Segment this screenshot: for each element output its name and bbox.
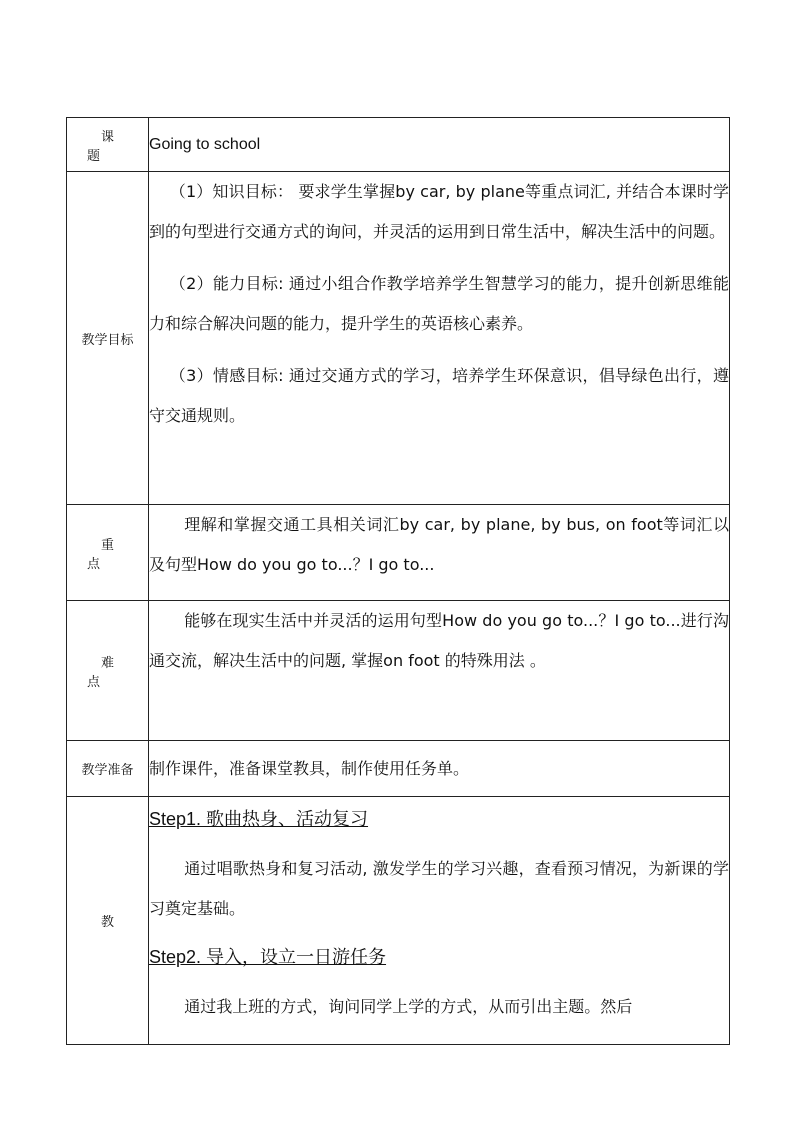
objectives-label: 教学目标: [81, 332, 134, 348]
topic-row: [67, 118, 730, 172]
process-label: 教: [100, 915, 114, 930]
difficulties-label-cell: [67, 601, 149, 741]
keypoints-cell: [149, 505, 730, 601]
preparation-label: 教学准备: [81, 763, 134, 778]
step1-title: Step1. 歌曲热身、活动复习: [149, 809, 369, 829]
step2-title: Step2. 导入，设立一日游任务: [149, 947, 387, 967]
difficulties-cell: [149, 601, 730, 741]
preparation-text: 制作课件，准备课堂教具，制作使用任务单。: [149, 758, 470, 778]
objectives-cell: [149, 172, 730, 505]
keypoints-row: [67, 505, 730, 601]
keypoints-label-cell: [67, 505, 149, 601]
step2-text: 通过我上班的方式，询问同学上学的方式，从而引出主题。然后: [184, 997, 633, 1016]
objective-emotion: （3）情感目标: 通过交通方式的学习，培养学生环保意识，倡导绿色出行，遵守交通规则。: [149, 366, 729, 425]
process-row: [67, 797, 730, 1045]
topic-value-cell: [149, 118, 730, 172]
objectives-row: [67, 172, 730, 505]
lesson-plan-table: [66, 117, 730, 1045]
preparation-cell: [149, 741, 730, 797]
keypoints-text: 理解和掌握交通工具相关词汇by car, by plane, by bus, on foot等词汇以及句型How do you go to...？I go to...: [149, 515, 729, 574]
keypoints-label: 重点: [86, 537, 142, 572]
difficulties-row: [67, 601, 730, 741]
preparation-label-cell: [67, 741, 149, 797]
step1-text: 通过唱歌热身和复习活动, 激发学生的学习兴趣，查看预习情况，为新课的学习奠定基础。: [149, 859, 729, 918]
difficulties-text: 能够在现实生活中并灵活的运用句型How do you go to...？I go to...进行沟通交流，解决生活中的问题, 掌握on foot 的特殊用法 。: [149, 611, 729, 670]
objectives-label-cell: [67, 172, 149, 505]
objective-ability: （2）能力目标: 通过小组合作教学培养学生智慧学习的能力，提升创新思维能力和综合解决问题的能力，提升学生的英语核心素养。: [149, 274, 729, 333]
topic-label-cell: [67, 118, 149, 172]
topic-value: Going to school: [149, 136, 261, 153]
difficulties-label: 难点: [86, 655, 142, 690]
process-label-cell: [67, 797, 149, 1045]
process-cell: [149, 797, 730, 1045]
topic-label: 课题: [86, 129, 142, 164]
objective-knowledge: （1）知识目标： 要求学生掌握by car, by plane等重点词汇, 并结合本课时学到的句型进行交通方式的询问，并灵活的运用到日常生活中，解决生活中的问题。: [149, 182, 729, 241]
preparation-row: [67, 741, 730, 797]
